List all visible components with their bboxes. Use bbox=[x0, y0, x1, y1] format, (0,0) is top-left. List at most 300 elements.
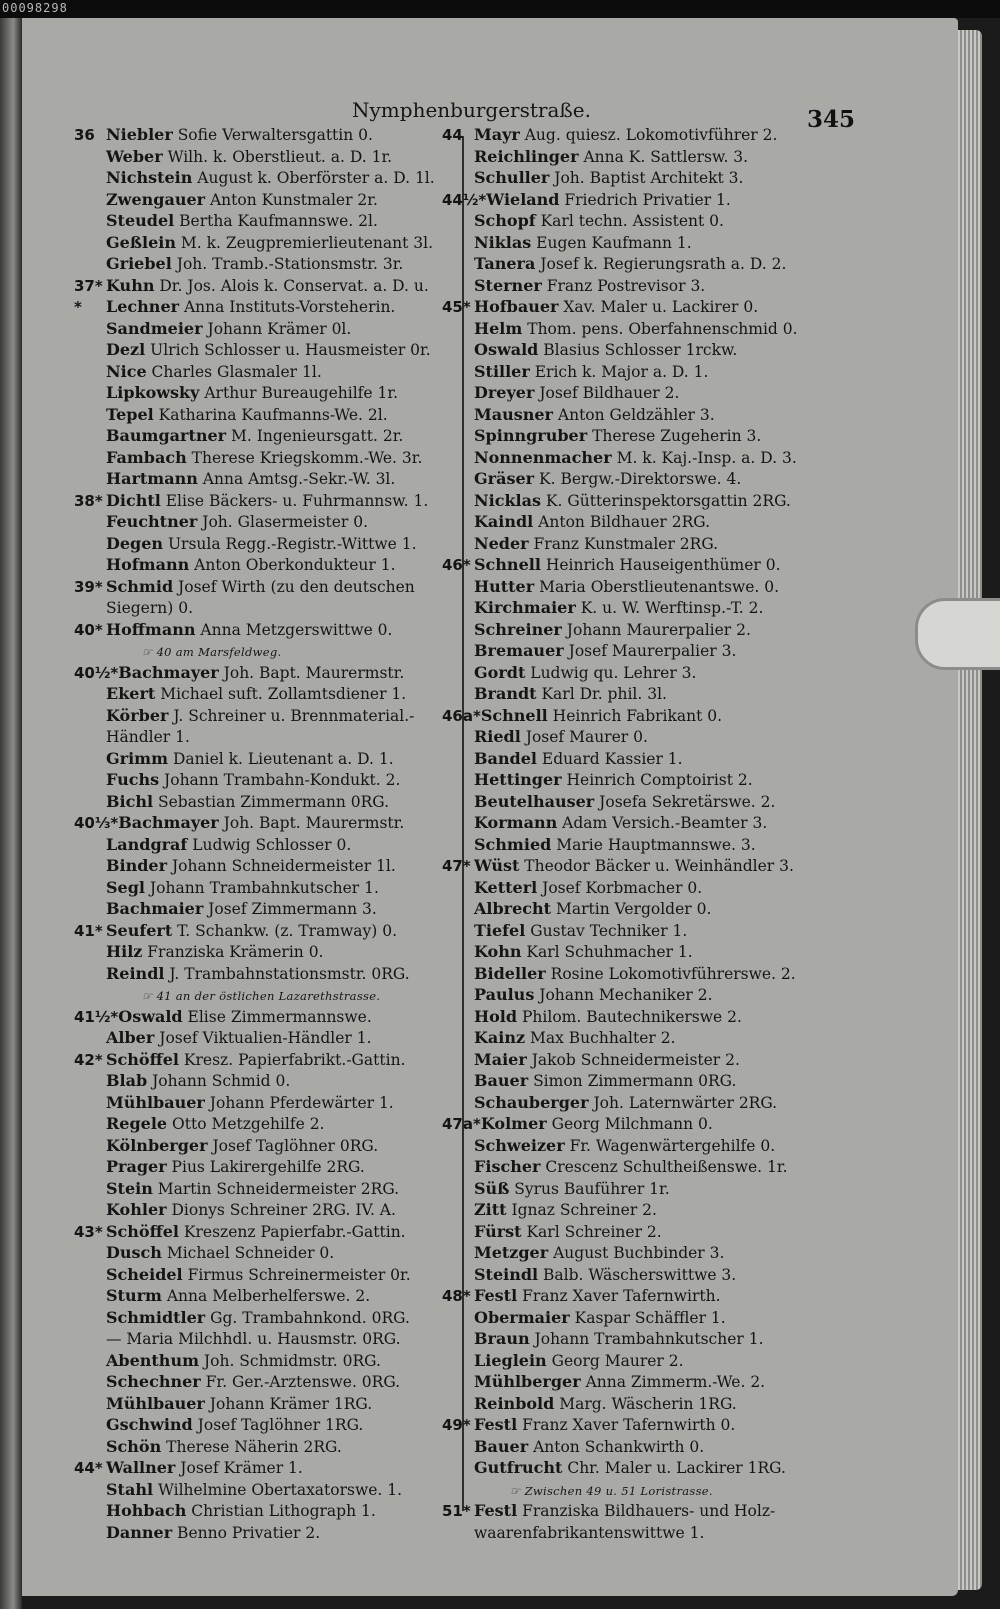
directory-entry bbox=[442, 318, 862, 340]
entry-details: Gg. Trambahnkond. 0RG. bbox=[205, 1308, 410, 1327]
surname: Tanera bbox=[474, 254, 536, 273]
house-number: 49* bbox=[442, 1416, 471, 1434]
surname: Bauer bbox=[474, 1436, 529, 1456]
entry-details: M. k. Zeugpremierlieutenant 3l. bbox=[175, 233, 434, 252]
surname: Segl bbox=[106, 877, 145, 897]
directory-entry bbox=[74, 1328, 459, 1350]
entry-details: Therese Zugeherin 3. bbox=[587, 427, 762, 445]
entry-details: Anton Geldzähler 3. bbox=[552, 405, 715, 424]
directory-entry bbox=[74, 1221, 459, 1243]
entry-details: Johann Trambahnkutscher 1. bbox=[529, 1330, 764, 1348]
entry-details: Siegern) 0. bbox=[106, 599, 193, 617]
directory-entry bbox=[442, 705, 862, 727]
directory-entry bbox=[74, 597, 459, 619]
entry-details: Balb. Wäscherswittwe 3. bbox=[538, 1265, 737, 1284]
entry-details: Therese Näherin 2RG. bbox=[161, 1437, 342, 1456]
directory-entry bbox=[442, 1221, 862, 1243]
entry-details: Bertha Kaufmannswe. 2l. bbox=[174, 212, 378, 230]
entry-details: — Maria Milchhdl. u. Hausmstr. 0RG. bbox=[106, 1330, 401, 1348]
house-number: 44 bbox=[442, 126, 463, 144]
entry-details: Josef Taglöhner 1RG. bbox=[192, 1416, 364, 1434]
entry-details: Josef Krämer 1. bbox=[175, 1459, 303, 1477]
directory-entry bbox=[74, 382, 459, 404]
entry-details: M. k. Kaj.-Insp. a. D. 3. bbox=[611, 448, 797, 467]
directory-entry bbox=[442, 1285, 862, 1307]
directory-entry bbox=[442, 296, 862, 318]
entry-details: K. Bergw.-Direktorswe. 4. bbox=[534, 470, 742, 488]
surname: Nicklas bbox=[474, 490, 541, 510]
surname: Schmied bbox=[474, 834, 552, 854]
surname: Süß bbox=[474, 1178, 510, 1198]
entry-details: Friedrich Privatier 1. bbox=[559, 190, 731, 209]
directory-entry bbox=[442, 490, 862, 512]
entry-details: Johann Trambahnkutscher 1. bbox=[145, 878, 379, 897]
cross-reference bbox=[74, 640, 459, 662]
entry-details: Josef Viktualien-Händler 1. bbox=[154, 1029, 372, 1047]
entry-details: Johann Pferdewärter 1. bbox=[204, 1093, 394, 1112]
entry-details: Anna Zimmerm.-We. 2. bbox=[580, 1373, 766, 1391]
directory-entry bbox=[74, 705, 459, 727]
house-number: 48* bbox=[442, 1287, 471, 1305]
surname: Paulus bbox=[474, 985, 535, 1004]
directory-entry bbox=[74, 855, 459, 877]
directory-entry bbox=[74, 1113, 459, 1135]
directory-entry bbox=[442, 963, 862, 985]
surname: Helm bbox=[474, 318, 523, 338]
directory-entry bbox=[442, 1049, 862, 1071]
directory-entry bbox=[442, 339, 862, 361]
entry-details: Franz Postrevisor 3. bbox=[541, 276, 706, 295]
directory-page bbox=[22, 18, 958, 1596]
surname: Kohn bbox=[474, 942, 522, 961]
entry-details: K. u. W. Werftinsp.-T. 2. bbox=[575, 599, 764, 617]
directory-entry bbox=[74, 683, 459, 705]
directory-entry bbox=[442, 877, 862, 899]
directory-entry bbox=[74, 490, 459, 512]
surname: Wüst bbox=[474, 856, 520, 875]
house-number: 40* bbox=[74, 620, 103, 639]
entry-details: Josef Maurer 0. bbox=[520, 728, 648, 746]
directory-entry bbox=[74, 425, 459, 447]
surname: Gordt bbox=[474, 662, 526, 682]
surname: Schmid bbox=[106, 576, 174, 596]
entry-details: Anna Melberhelferswe. 2. bbox=[161, 1287, 371, 1305]
entry-details: Heinrich Comptoirist 2. bbox=[561, 771, 753, 789]
entry-details: Chr. Maler u. Lackirer 1RG. bbox=[562, 1459, 786, 1477]
directory-entry bbox=[442, 1522, 862, 1544]
directory-entry bbox=[74, 769, 459, 791]
directory-entry bbox=[442, 662, 862, 684]
surname: Sandmeier bbox=[106, 318, 203, 338]
surname: Scheidel bbox=[106, 1264, 183, 1284]
entry-details: Fr. Ger.-Arztenswe. 0RG. bbox=[200, 1373, 401, 1391]
entry-details: Johann Schmid 0. bbox=[147, 1072, 291, 1090]
surname: Degen bbox=[106, 533, 164, 553]
surname: Dusch bbox=[106, 1243, 162, 1262]
surname: Hutter bbox=[474, 576, 535, 596]
surname: Festl bbox=[474, 1286, 518, 1305]
scan-id: 00098298 bbox=[2, 1, 68, 15]
house-number: 46* bbox=[442, 556, 471, 574]
surname: Grimm bbox=[106, 748, 169, 768]
surname: Reindl bbox=[106, 963, 165, 983]
entry-details: Elise Zimmermannswe. bbox=[182, 1007, 372, 1026]
directory-entry bbox=[442, 253, 862, 275]
surname: Ekert bbox=[106, 684, 156, 703]
entry-details: Katharina Kaufmanns-We. 2l. bbox=[153, 405, 388, 424]
surname: Schöffel bbox=[106, 1221, 179, 1241]
entry-details: Philom. Bautechnikerswe 2. bbox=[517, 1007, 742, 1026]
surname: Oswald bbox=[118, 1006, 183, 1026]
cross-reference bbox=[74, 984, 459, 1006]
directory-entry bbox=[442, 232, 862, 254]
entry-details: Johann Maurerpalier 2. bbox=[561, 620, 751, 639]
directory-entry bbox=[74, 1350, 459, 1372]
entry-details: Heinrich Hauseigenthümer 0. bbox=[540, 556, 781, 574]
house-number: 44* bbox=[74, 1459, 103, 1477]
surname: Sterner bbox=[474, 275, 542, 295]
entry-details: Anton Bildhauer 2RG. bbox=[533, 513, 711, 531]
surname: Neder bbox=[474, 533, 529, 553]
entry-details: Rosine Lokomotivführerswe. 2. bbox=[545, 964, 796, 983]
surname: Reinbold bbox=[474, 1393, 555, 1413]
entry-details: Georg Maurer 2. bbox=[546, 1351, 684, 1370]
entry-details: Crescenz Schultheißenswe. 1r. bbox=[540, 1158, 788, 1176]
house-number: 37* bbox=[74, 276, 103, 295]
surname: Tepel bbox=[106, 404, 154, 424]
directory-entry bbox=[442, 619, 862, 641]
directory-entry bbox=[74, 1414, 459, 1436]
surname: Schweizer bbox=[474, 1135, 565, 1155]
surname: Ketterl bbox=[474, 877, 538, 897]
directory-entry bbox=[442, 1178, 862, 1200]
entry-details: Anna Amtsg.-Sekr.-W. 3l. bbox=[197, 470, 396, 488]
directory-entry bbox=[74, 1199, 459, 1221]
directory-entry bbox=[442, 511, 862, 533]
cross-reference bbox=[442, 1479, 862, 1501]
entry-details: J. Trambahnstationsmstr. 0RG. bbox=[164, 964, 410, 983]
surname: Gräser bbox=[474, 469, 535, 488]
directory-entry bbox=[74, 1049, 459, 1071]
directory-entry bbox=[74, 296, 459, 318]
directory-entry bbox=[442, 898, 862, 920]
entry-details: Franz Xaver Tafernwirth. bbox=[517, 1287, 721, 1305]
entry-details: Dr. Jos. Alois k. Conservat. a. D. u. bbox=[154, 276, 429, 295]
directory-entry bbox=[74, 210, 459, 232]
house-number: 42* bbox=[74, 1050, 103, 1069]
entry-details: Anton Schankwirth 0. bbox=[528, 1437, 705, 1456]
surname: Metzger bbox=[474, 1243, 549, 1262]
surname: Schopf bbox=[474, 211, 536, 230]
surname: Hettinger bbox=[474, 770, 562, 789]
house-number: 46a* bbox=[442, 706, 481, 725]
directory-entry bbox=[442, 791, 862, 813]
directory-entry bbox=[442, 1242, 862, 1264]
directory-entry bbox=[74, 511, 459, 533]
entry-details: Anna Instituts-Vorsteherin. bbox=[179, 298, 396, 316]
previous-page-edge bbox=[0, 18, 22, 1609]
entry-details: Daniel k. Lieutenant a. D. 1. bbox=[168, 749, 394, 768]
entry-details: Karl Dr. phil. 3l. bbox=[536, 685, 667, 703]
surname: Hofmann bbox=[106, 555, 190, 574]
directory-entry bbox=[442, 275, 862, 297]
directory-entry bbox=[74, 1242, 459, 1264]
surname: Schnell bbox=[480, 705, 548, 725]
entry-details: August Buchbinder 3. bbox=[548, 1244, 725, 1262]
surname: Stahl bbox=[106, 1479, 154, 1499]
entry-details: Ludwig qu. Lehrer 3. bbox=[525, 663, 697, 682]
entry-details: K. Gütterinspektorsgattin 2RG. bbox=[540, 491, 791, 510]
directory-entry bbox=[442, 1500, 862, 1522]
directory-entry bbox=[74, 1307, 459, 1329]
surname: Kaindl bbox=[474, 512, 534, 531]
directory-entry bbox=[442, 576, 862, 598]
directory-entry bbox=[74, 1178, 459, 1200]
entry-details: M. Ingenieursgatt. 2r. bbox=[226, 427, 404, 445]
surname: Hoffmann bbox=[106, 619, 196, 639]
surname: Lechner bbox=[106, 297, 180, 316]
reference-text: ☞ Zwischen 49 u. 51 Loristrasse. bbox=[510, 1483, 713, 1498]
surname: Schauberger bbox=[474, 1092, 589, 1112]
house-number: 41* bbox=[74, 921, 103, 940]
entry-details: Anton Kunstmaler 2r. bbox=[205, 190, 378, 209]
entry-details: Johann Schneidermeister 1l. bbox=[167, 857, 396, 875]
directory-entry bbox=[442, 1006, 862, 1028]
surname: Blab bbox=[106, 1071, 148, 1090]
directory-entry bbox=[442, 1328, 862, 1350]
surname: Festl bbox=[474, 1501, 518, 1520]
reference-text: ☞ 41 an der östlichen Lazarethstrasse. bbox=[142, 989, 381, 1003]
surname: Fuchs bbox=[106, 770, 160, 789]
directory-entry bbox=[74, 791, 459, 813]
surname: Dezl bbox=[106, 340, 146, 359]
right-column bbox=[442, 124, 862, 1543]
directory-entry bbox=[442, 726, 862, 748]
entry-details: Elise Bäckers- u. Fuhrmannsw. 1. bbox=[160, 491, 429, 510]
entry-details: Dionys Schreiner 2RG. IV. A. bbox=[166, 1201, 396, 1219]
directory-entry bbox=[442, 447, 862, 469]
entry-details: Josef Wirth (zu den deutschen bbox=[173, 577, 415, 596]
directory-entry bbox=[74, 1500, 459, 1522]
directory-entry bbox=[442, 597, 862, 619]
house-number: 51* bbox=[442, 1502, 471, 1520]
directory-entry bbox=[442, 1457, 862, 1479]
directory-entry bbox=[442, 167, 862, 189]
house-number: 47* bbox=[442, 857, 471, 875]
surname: Hilz bbox=[106, 942, 143, 961]
directory-entry bbox=[442, 1156, 862, 1178]
surname: Hohbach bbox=[106, 1501, 187, 1520]
surname: Fischer bbox=[474, 1157, 541, 1176]
entry-details: Anna K. Sattlersw. 3. bbox=[578, 147, 749, 166]
entry-details: Aug. quiesz. Lokomotivführer 2. bbox=[519, 126, 778, 144]
entry-details: T. Schankw. (z. Tramway) 0. bbox=[172, 921, 398, 940]
directory-entry bbox=[74, 963, 459, 985]
surname: Weber bbox=[106, 146, 163, 166]
entry-details: Eugen Kaufmann 1. bbox=[531, 233, 692, 252]
directory-entry bbox=[74, 1006, 459, 1028]
directory-entry bbox=[442, 1113, 862, 1135]
entry-details: Martin Vergolder 0. bbox=[551, 900, 712, 918]
surname: Gutfrucht bbox=[474, 1458, 563, 1477]
entry-details: Joh. Tramb.-Stationsmstr. 3r. bbox=[171, 255, 404, 273]
directory-entry bbox=[442, 533, 862, 555]
entry-details: Franz Xaver Tafernwirth 0. bbox=[517, 1416, 736, 1434]
surname: Maier bbox=[474, 1049, 527, 1069]
surname: Mausner bbox=[474, 404, 553, 424]
surname: Schön bbox=[106, 1436, 162, 1456]
surname: Schöffel bbox=[106, 1049, 179, 1069]
entry-details: Josef Korbmacher 0. bbox=[537, 878, 703, 897]
directory-entry bbox=[74, 576, 459, 598]
surname: Niebler bbox=[106, 125, 173, 144]
entry-details: Joh. Laternwärter 2RG. bbox=[588, 1093, 778, 1112]
surname: Kirchmaier bbox=[474, 598, 576, 617]
directory-entry bbox=[74, 361, 459, 383]
directory-entry bbox=[74, 748, 459, 770]
directory-entry bbox=[442, 1135, 862, 1157]
directory-entry bbox=[442, 146, 862, 168]
surname: Albrecht bbox=[474, 899, 552, 918]
directory-entry bbox=[442, 748, 862, 770]
entry-details: Kaspar Schäffler 1. bbox=[569, 1308, 726, 1327]
surname: Spinngruber bbox=[474, 426, 588, 445]
entry-details: Adam Versich.-Beamter 3. bbox=[557, 814, 768, 832]
entry-details: Sofie Verwaltersgattin 0. bbox=[172, 126, 373, 144]
entry-details: Charles Glasmaler 1l. bbox=[146, 362, 322, 381]
surname: Feuchtner bbox=[106, 512, 198, 531]
surname: Tiefel bbox=[474, 920, 526, 940]
directory-entry bbox=[74, 920, 459, 942]
surname: Riedl bbox=[474, 727, 521, 746]
directory-entry bbox=[74, 898, 459, 920]
directory-entry bbox=[74, 447, 459, 469]
entry-details: Georg Milchmann 0. bbox=[546, 1115, 713, 1133]
directory-entry bbox=[442, 1199, 862, 1221]
directory-entry bbox=[74, 662, 459, 684]
entry-details: Michael suft. Zollamtsdiener 1. bbox=[155, 685, 407, 703]
reference-text: ☞ 40 am Marsfeldweg. bbox=[142, 645, 282, 659]
surname: Stein bbox=[106, 1178, 153, 1198]
directory-entry bbox=[442, 1307, 862, 1329]
directory-entry bbox=[442, 1371, 862, 1393]
directory-entry bbox=[442, 1393, 862, 1415]
surname: Bachmaier bbox=[106, 899, 204, 918]
directory-entry bbox=[442, 855, 862, 877]
page-number: 345 bbox=[807, 106, 856, 133]
entry-details: Ignaz Schreiner 2. bbox=[506, 1201, 657, 1219]
surname: Steindl bbox=[474, 1264, 539, 1284]
surname: Baumgartner bbox=[106, 426, 227, 445]
directory-entry bbox=[74, 253, 459, 275]
entry-details: Joh. Baptist Architekt 3. bbox=[549, 169, 744, 187]
surname: Bandel bbox=[474, 748, 537, 768]
scan-strip bbox=[0, 0, 1000, 18]
directory-entry bbox=[442, 1264, 862, 1286]
directory-entry bbox=[74, 124, 459, 146]
entry-details: Kresz. Papierfabrikt.-Gattin. bbox=[179, 1050, 406, 1069]
directory-entry bbox=[74, 275, 459, 297]
directory-entry bbox=[74, 1371, 459, 1393]
directory-entry bbox=[74, 1264, 459, 1286]
surname: Kohler bbox=[106, 1200, 167, 1219]
directory-entry bbox=[74, 1092, 459, 1114]
street-header: Nymphenburgerstraße. bbox=[352, 98, 591, 122]
entry-details: Johann Mechaniker 2. bbox=[534, 986, 713, 1004]
entry-details: Ulrich Schlosser u. Hausmeister 0r. bbox=[145, 341, 431, 359]
surname: Schuller bbox=[474, 168, 550, 187]
entry-details: Simon Zimmermann 0RG. bbox=[528, 1072, 737, 1090]
entry-details: Pius Lakirergehilfe 2RG. bbox=[166, 1158, 365, 1176]
surname: Binder bbox=[106, 856, 168, 875]
surname: Mühlberger bbox=[474, 1372, 581, 1391]
house-number: 47a* bbox=[442, 1115, 481, 1133]
surname: Zwengauer bbox=[106, 189, 206, 209]
entry-details: Marg. Wäscherin 1RG. bbox=[554, 1394, 737, 1413]
entry-details: Josef Maurerpalier 3. bbox=[563, 642, 737, 660]
surname: Bremauer bbox=[474, 641, 564, 660]
bookmark-tab[interactable] bbox=[915, 598, 1000, 670]
surname: Stiller bbox=[474, 361, 530, 381]
directory-entry bbox=[74, 189, 459, 211]
entry-details: Josef Zimmermann 3. bbox=[203, 900, 377, 918]
surname: Braun bbox=[474, 1329, 530, 1348]
house-number: 40½* bbox=[74, 663, 119, 682]
entry-details: August k. Oberförster a. D. 1l. bbox=[192, 169, 435, 187]
house-number: 38* bbox=[74, 491, 103, 510]
directory-entry bbox=[74, 1156, 459, 1178]
entry-details: Thom. pens. Oberfahnenschmid 0. bbox=[522, 319, 798, 338]
directory-entry bbox=[442, 361, 862, 383]
surname: Sturm bbox=[106, 1286, 162, 1305]
surname: Gschwind bbox=[106, 1415, 193, 1434]
directory-entry bbox=[442, 382, 862, 404]
entry-details: Michael Schneider 0. bbox=[161, 1244, 335, 1262]
entry-details: Max Buchhalter 2. bbox=[525, 1029, 676, 1047]
directory-entry bbox=[74, 1135, 459, 1157]
surname: Hold bbox=[474, 1006, 518, 1026]
directory-entry bbox=[74, 1285, 459, 1307]
entry-details: Johann Krämer 0l. bbox=[202, 319, 352, 338]
surname: Lipkowsky bbox=[106, 383, 200, 402]
entry-details: Franziska Bildhauers- und Holz- bbox=[517, 1502, 776, 1520]
surname: Kölnberger bbox=[106, 1135, 208, 1155]
entry-details: Josef Taglöhner 0RG. bbox=[207, 1136, 379, 1155]
surname: Bachmayer bbox=[118, 662, 219, 682]
surname: Zitt bbox=[474, 1200, 507, 1219]
surname: Regele bbox=[106, 1114, 168, 1133]
entry-details: Josefa Sekretärswe. 2. bbox=[594, 792, 776, 811]
directory-entry bbox=[74, 877, 459, 899]
entry-details: Josef k. Regierungsrath a. D. 2. bbox=[535, 255, 787, 273]
entry-details: Händler 1. bbox=[106, 728, 190, 746]
entry-details: Karl Schuhmacher 1. bbox=[521, 943, 693, 961]
surname: Abenthum bbox=[106, 1350, 199, 1370]
entry-details: Fr. Wagenwärtergehilfe 0. bbox=[564, 1136, 776, 1155]
directory-entry bbox=[74, 146, 459, 168]
entry-details: Anna Metzgerswittwe 0. bbox=[195, 620, 393, 639]
surname: Schnell bbox=[474, 555, 541, 574]
surname: Kormann bbox=[474, 813, 558, 832]
directory-entry bbox=[442, 425, 862, 447]
directory-entry bbox=[74, 1479, 459, 1501]
entry-details: J. Schreiner u. Brennmaterial.- bbox=[168, 706, 415, 725]
directory-entry bbox=[442, 404, 862, 426]
directory-entry bbox=[442, 1436, 862, 1458]
surname: Wieland bbox=[486, 189, 560, 209]
surname: Landgraf bbox=[106, 834, 188, 854]
entry-details: Firmus Schreinermeister 0r. bbox=[182, 1265, 411, 1284]
